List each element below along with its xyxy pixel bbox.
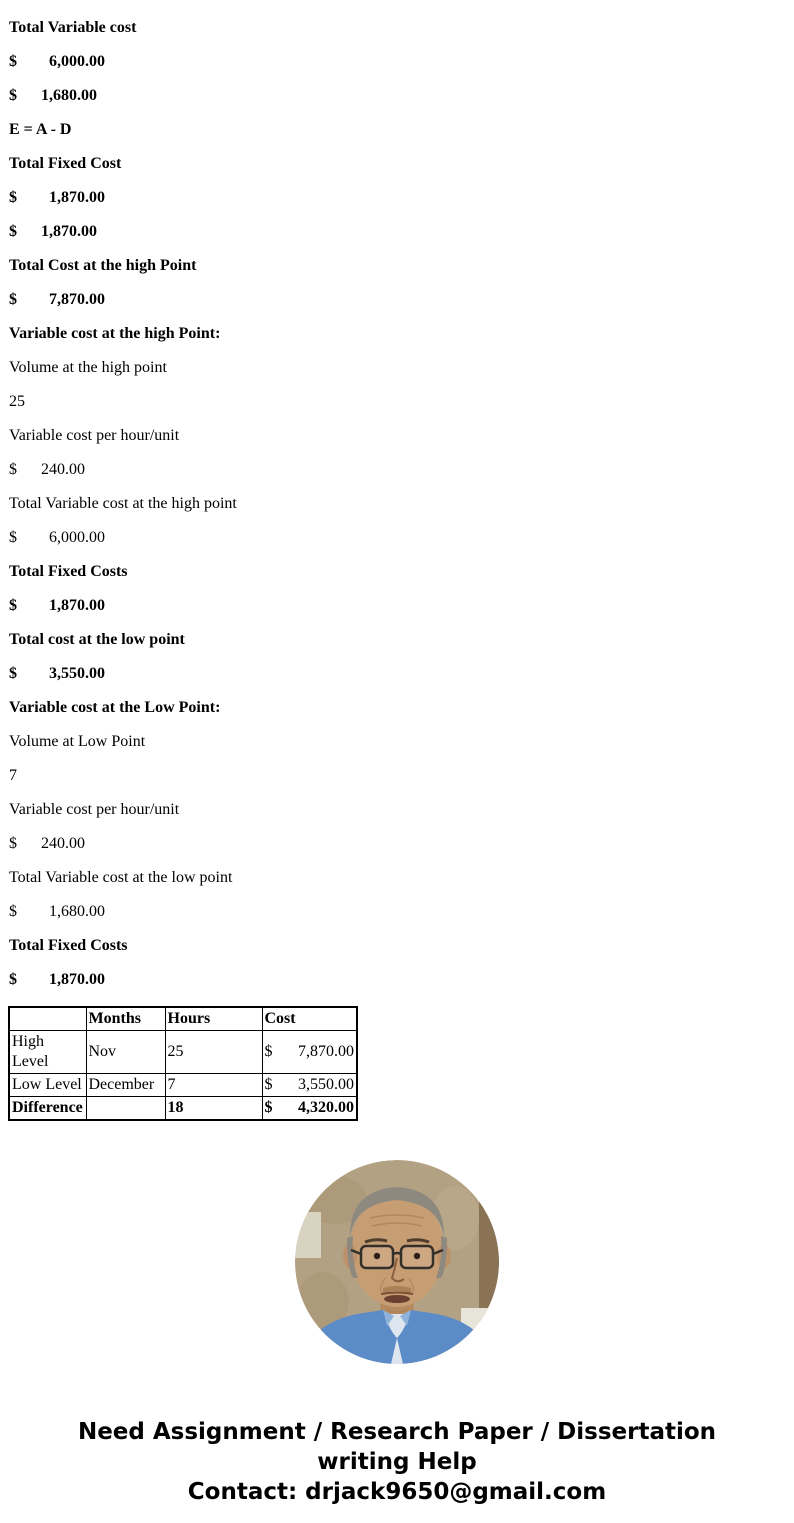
footer-ad [0, 1417, 794, 1507]
cost-cell [262, 1031, 357, 1074]
high-low-table [8, 1006, 358, 1121]
footer-contact-line: Contact: drjack9650@gmail.com [187, 1479, 607, 1505]
doc-line: $ 3,550.00 [9, 665, 105, 682]
doc-line: Total Fixed Costs [9, 563, 128, 580]
doc-line: $ 1,870.00 [9, 597, 105, 614]
row-label: High Level [9, 1031, 86, 1074]
doc-line: 7 [9, 767, 17, 784]
row-label: Difference [9, 1097, 86, 1121]
doc-line: Total Fixed Costs [9, 937, 128, 954]
hours-cell: 7 [165, 1074, 262, 1097]
doc-line: Variable cost at the high Point: [9, 325, 221, 342]
table-row-high-level [9, 1031, 357, 1074]
doc-line: Total Variable cost at the low point [9, 869, 233, 886]
doc-line: Variable cost per hour/unit [9, 801, 180, 818]
doc-line: $ 240.00 [9, 835, 85, 852]
row-label: Low Level [9, 1074, 86, 1097]
person-photo [295, 1160, 499, 1364]
doc-line: $ 6,000.00 [9, 53, 105, 70]
currency-sign: $ [264, 1076, 273, 1093]
footer-ad-line: writing Help [317, 1449, 477, 1475]
doc-line: 25 [9, 393, 25, 410]
cost-amount: 7,870.00 [298, 1043, 354, 1060]
doc-line: Total Variable cost [9, 19, 137, 36]
currency-sign: $ [264, 1043, 273, 1060]
cost-amount: 3,550.00 [298, 1076, 354, 1093]
header-months: Months [86, 1007, 165, 1031]
month-cell [86, 1097, 165, 1121]
table-row-low-level [9, 1074, 357, 1097]
table-header-row [9, 1007, 357, 1031]
doc-line: Total Fixed Cost [9, 155, 122, 172]
cost-amount: 4,320.00 [298, 1099, 354, 1116]
cost-cell [262, 1097, 357, 1121]
doc-line: Variable cost per hour/unit [9, 427, 180, 444]
doc-line: Variable cost at the Low Point: [9, 699, 221, 716]
doc-line: Total Variable cost at the high point [9, 495, 237, 512]
doc-line: Volume at Low Point [9, 733, 146, 750]
doc-line: $ 1,680.00 [9, 87, 97, 104]
header-hours: Hours [165, 1007, 262, 1031]
month-cell: December [86, 1074, 165, 1097]
header-cost: Cost [262, 1007, 357, 1031]
currency-sign: $ [264, 1099, 273, 1116]
cost-cell [262, 1074, 357, 1097]
table-row-difference [9, 1097, 357, 1121]
doc-line: Total Cost at the high Point [9, 257, 197, 274]
doc-line: Volume at the high point [9, 359, 167, 376]
doc-line: $ 7,870.00 [9, 291, 105, 308]
month-cell: Nov [86, 1031, 165, 1074]
hours-cell: 18 [165, 1097, 262, 1121]
doc-line: $ 240.00 [9, 461, 85, 478]
hours-cell: 25 [165, 1031, 262, 1074]
doc-line: $ 1,870.00 [9, 189, 105, 206]
footer-ad-line: Need Assignment / Research Paper / Dissertation [77, 1419, 717, 1445]
doc-line: E = A - D [9, 121, 72, 138]
doc-line: $ 1,870.00 [9, 223, 97, 240]
person-photo-illustration [295, 1160, 499, 1364]
doc-line: $ 1,870.00 [9, 971, 105, 988]
header-blank [9, 1007, 86, 1031]
doc-line: $ 6,000.00 [9, 529, 105, 546]
doc-line: Total cost at the low point [9, 631, 185, 648]
doc-line: $ 1,680.00 [9, 903, 105, 920]
